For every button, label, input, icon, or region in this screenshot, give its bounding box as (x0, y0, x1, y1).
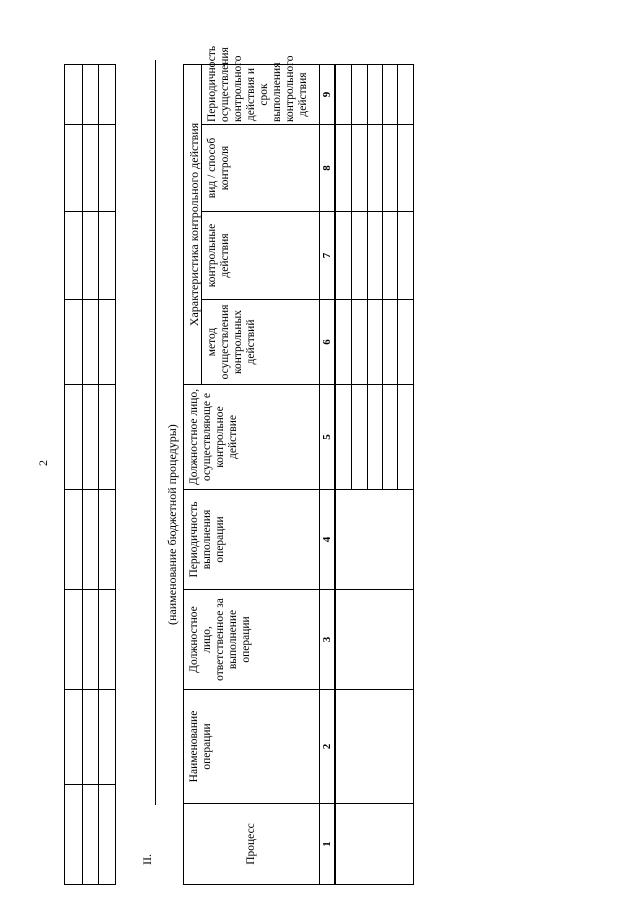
prev-cell (99, 300, 116, 385)
prev-cell (83, 212, 99, 300)
prev-cell (65, 300, 83, 385)
column-number: 4 (320, 490, 336, 590)
prev-cell (65, 590, 83, 690)
table-cell (351, 125, 367, 212)
prev-cell (65, 690, 83, 785)
table-cell (335, 212, 351, 300)
table-cell (382, 385, 397, 490)
table-cell (335, 300, 351, 385)
prev-cell (99, 690, 116, 785)
prev-cell (65, 385, 83, 490)
column-number: 5 (320, 385, 336, 490)
table-cell (335, 65, 351, 125)
table-cell (397, 385, 413, 490)
table-cell (397, 125, 413, 212)
procedure-caption: (наименование бюджетной процедуры) (165, 424, 179, 625)
header-process: Процесс (184, 804, 320, 885)
prev-cell (65, 490, 83, 590)
prev-cell (83, 590, 99, 690)
prev-cell (83, 490, 99, 590)
table-cell (351, 385, 367, 490)
header-control-method: метод осуществления контрольных действий (202, 300, 320, 385)
prev-cell (65, 212, 83, 300)
table-cell (397, 65, 413, 125)
table-cell (351, 212, 367, 300)
column-number: 8 (320, 125, 336, 212)
column-number: 3 (320, 590, 336, 690)
table-cell (367, 300, 382, 385)
table-cell (351, 300, 367, 385)
table-cell (367, 385, 382, 490)
table-cell (335, 690, 413, 804)
table-cell (367, 212, 382, 300)
table-cell (351, 65, 367, 125)
prev-cell (99, 490, 116, 590)
table-cell (382, 300, 397, 385)
table-cell (382, 212, 397, 300)
header-control-type: вид / способ контроля (202, 125, 320, 212)
table-cell (382, 125, 397, 212)
column-number: 6 (320, 300, 336, 385)
table-cell (335, 125, 351, 212)
prev-cell (65, 125, 83, 212)
table-cell (335, 590, 413, 690)
table-cell (397, 212, 413, 300)
prev-cell (99, 125, 116, 212)
prev-cell (99, 65, 116, 125)
header-control-characteristics: Характеристика контрольного действия (184, 65, 202, 385)
section-number: II. (140, 854, 154, 865)
column-number: 2 (320, 690, 336, 804)
prev-cell (83, 300, 99, 385)
prev-cell (83, 125, 99, 212)
header-control-periodicity: Периодичность осуществления контрольного действия и срок выполнения контрольного действия (202, 65, 320, 125)
table-cell (367, 65, 382, 125)
prev-cell (83, 65, 99, 125)
prev-cell (83, 690, 99, 785)
control-actions-table (183, 45, 414, 885)
prev-cell (99, 785, 116, 885)
prev-cell (83, 785, 99, 885)
page-number: 2 (36, 460, 50, 466)
prev-cell (83, 385, 99, 490)
table-cell (367, 125, 382, 212)
table-cell (397, 300, 413, 385)
prev-cell (99, 590, 116, 690)
prev-cell (65, 785, 83, 885)
column-number: 7 (320, 212, 336, 300)
table-cell (382, 65, 397, 125)
header-operation-name: Наименование операции (184, 690, 320, 804)
header-controlling-official: Должностное лицо, осуществляюще е контрольное действие (184, 385, 320, 490)
header-operation-periodicity: Периодичность выполнения операции (184, 490, 320, 590)
header-control-actions: контрольные действия (202, 212, 320, 300)
table-cell (335, 804, 413, 885)
column-number: 1 (320, 804, 336, 885)
caption-underline (155, 60, 156, 805)
prev-cell (65, 65, 83, 125)
header-responsible-official: Должностное лицо, ответственное за выполнение операции (184, 590, 320, 690)
prev-cell (99, 212, 116, 300)
column-number: 9 (320, 65, 336, 125)
prev-cell (99, 385, 116, 490)
table-cell (335, 385, 351, 490)
table-cell (335, 490, 413, 590)
previous-table-fragment (64, 64, 116, 885)
